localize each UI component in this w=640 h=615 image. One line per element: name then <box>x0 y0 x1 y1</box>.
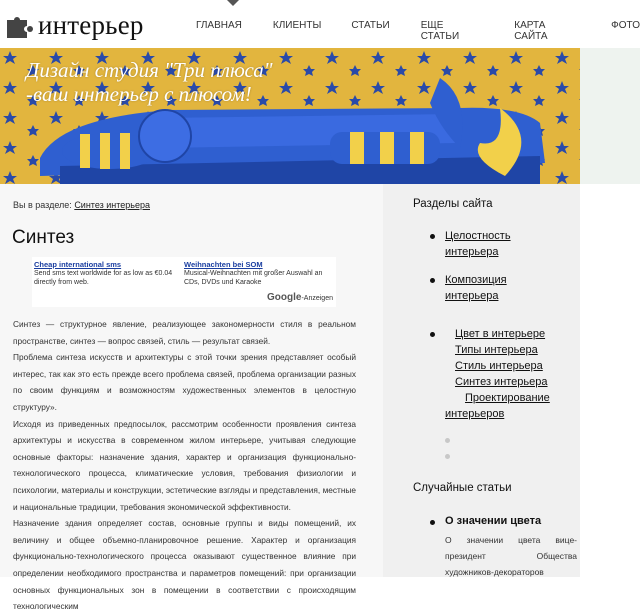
breadcrumb <box>13 200 150 210</box>
ad-text: Send sms text worldwide for as low as €0.04 directly from web. <box>34 270 173 286</box>
bullet-icon <box>430 278 435 283</box>
ad-item[interactable] <box>184 260 332 287</box>
sidebar-item-label[interactable]: Целостность интерьера <box>445 230 511 258</box>
nav-photo[interactable]: ФОТО <box>611 20 640 31</box>
ad-text: Musical-Weihnachten mit großer Auswahl an CDs, DVDs und Karaoke <box>184 270 323 286</box>
random-article-excerpt: О значении цвета вице-президент Общества художников-декораторов <box>445 535 577 577</box>
ads-label: -Anzeigen <box>301 295 333 302</box>
article-paragraph: Проблема синтеза искусств и архитектуры с этой точки зрения представляет особый интерес, так как это есть прежде всего проблема связей, проблема организации разных по своим функциям и возможностям художественных элементов в целостную структуру». <box>13 352 356 412</box>
random-article-title[interactable] <box>445 515 541 527</box>
sidebar-heading-random: Случайные статьи <box>413 482 512 494</box>
ad-title[interactable]: Weihnachten bei SOM <box>184 260 263 269</box>
ad-block <box>32 257 336 307</box>
sidebar-item-synthesis[interactable] <box>455 374 555 390</box>
sidebar-item-types[interactable] <box>455 342 555 358</box>
bullet-icon <box>430 332 435 337</box>
sidebar-item-design[interactable] <box>445 390 555 422</box>
banner-side-strip <box>580 48 640 184</box>
sidebar-item-label[interactable]: Композиция интерьера <box>445 274 507 302</box>
random-article-label[interactable]: О значении цвета <box>445 515 542 527</box>
page-title: Синтез <box>12 227 75 248</box>
ad-item[interactable] <box>34 260 182 287</box>
logo-text: интерьер <box>38 10 144 40</box>
article-body <box>13 316 356 615</box>
article-paragraph: Назначение здания определяет состав, основные группы и виды помещений, их величину и общее объемно-планировочное решение. Характер и организация функционально-технологического процесса оказывают существенное влияние при определении необходимого пространства и параметров помещений: при организации основных функциональных зон в помещении в соответствии с происходящим технологическим <box>13 518 356 612</box>
article-paragraph: Исходя из приведенных предпосылок, рассмотрим особенности проявления синтеза архитектуры и искусства в современном жилом интерьере, учитывая следующие основные факторы: назначение здания, характер и организация функционально-технологического процесса, климатические условия, требования физиологии и психологии, материалы и конструкции, эстетические взгляды и представления, местные и национальные традиции, требования экономической эффективности. <box>13 418 356 512</box>
sidebar-nav-list <box>430 228 555 422</box>
article-paragraph: Синтез — структурное явление, реализующее закономерности стиля в реальном пространстве, синтез — вопрос связей, стиль — результат связей. <box>13 319 356 346</box>
banner-slogan: Дизайн студия "Три плюса" -ваш интерьер с плюсом! <box>26 58 273 106</box>
site-header <box>0 0 640 48</box>
breadcrumb-prefix: Вы в разделе: <box>13 200 75 210</box>
nav-more-articles[interactable]: ЕЩЕ СТАТЬИ <box>420 20 460 42</box>
bullet-icon <box>430 234 435 239</box>
main-nav <box>196 20 640 42</box>
sidebar-item-label[interactable]: Проектирование интерьеров <box>445 392 550 420</box>
bullet-icon <box>430 520 435 525</box>
content-area <box>0 184 640 612</box>
sidebar-item-integrity[interactable] <box>445 228 555 260</box>
nav-home[interactable]: ГЛАВНАЯ <box>196 20 242 31</box>
sidebar-heading-sections: Разделы сайта <box>413 198 493 210</box>
site-logo[interactable] <box>4 10 144 41</box>
nav-articles[interactable]: СТАТЬИ <box>351 20 390 31</box>
sidebar-item-label[interactable]: Типы интерьера <box>455 344 538 356</box>
sidebar-item-label[interactable]: Синтез интерьера <box>455 376 548 388</box>
main-column <box>0 184 383 612</box>
right-gutter <box>580 184 640 577</box>
sidebar-item-composition[interactable] <box>445 272 555 304</box>
ad-title[interactable]: Cheap international sms <box>34 260 122 269</box>
nav-clients[interactable]: КЛИЕНТЫ <box>272 20 322 31</box>
puzzle-icon <box>4 14 34 38</box>
sidebar-item-style[interactable] <box>455 358 555 374</box>
bullet-icon <box>445 438 450 443</box>
sidebar-item-color[interactable] <box>455 326 555 342</box>
google-brand: Google <box>267 292 302 303</box>
nav-sitemap[interactable]: КАРТА САЙТА <box>514 20 548 42</box>
breadcrumb-link[interactable]: Синтез интерьера <box>74 200 150 210</box>
hero-banner <box>0 48 580 184</box>
sidebar-item-label[interactable]: Стиль интерьера <box>455 360 543 372</box>
active-nav-indicator <box>227 0 239 6</box>
ads-by-google[interactable] <box>267 292 333 303</box>
bullet-icon <box>445 454 450 459</box>
sidebar-item-label[interactable]: Цвет в интерьере <box>455 328 546 340</box>
